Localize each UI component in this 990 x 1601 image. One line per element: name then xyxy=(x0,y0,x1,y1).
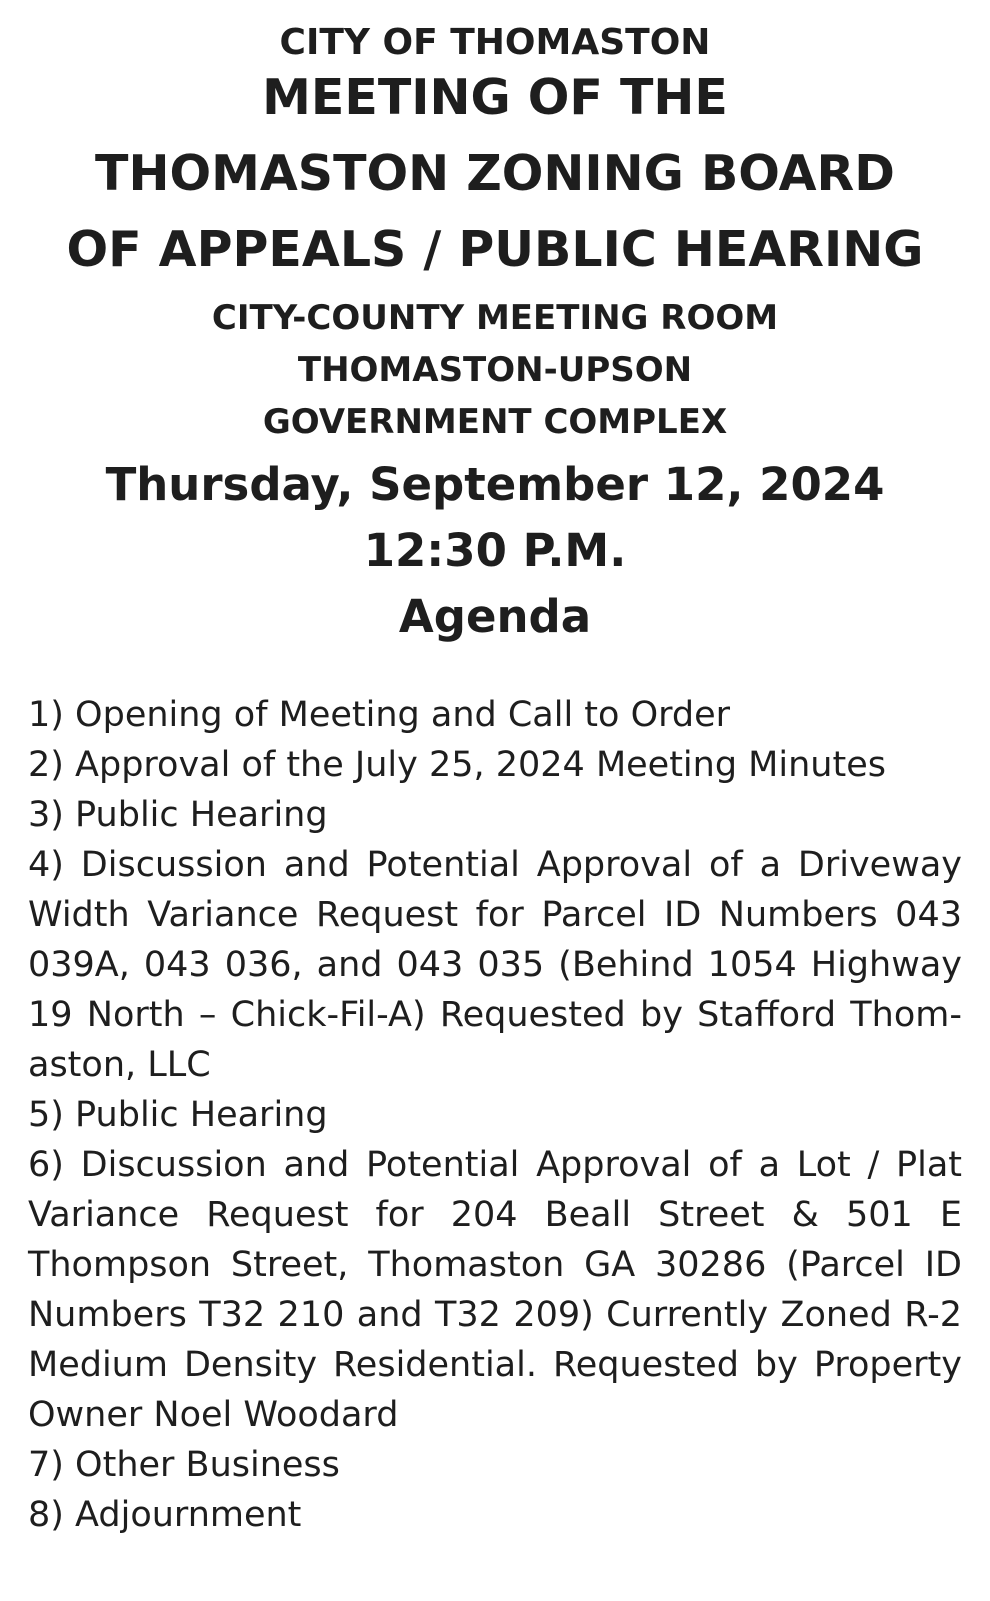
meeting-title-line-1: MEETING OF THE xyxy=(262,69,728,126)
agenda-heading: Agenda xyxy=(398,590,592,643)
meeting-title-line-3: OF APPEALS / PUBLIC HEARING xyxy=(66,221,924,278)
agenda-item: 1) Opening of Meeting and Call to Order xyxy=(28,695,731,735)
location-line-1: CITY-COUNTY MEETING ROOM xyxy=(211,298,779,338)
notice-header xyxy=(28,0,962,650)
agenda-item: 2) Approval of the July 25, 2024 Meeting Minutes xyxy=(28,745,886,785)
agenda-item: 7) Other Business xyxy=(28,1445,340,1485)
location-line-2: THOMASTON-UPSON xyxy=(297,350,693,390)
agenda-item: 8) Adjournment xyxy=(28,1495,302,1535)
agenda-item: 3) Public Hearing xyxy=(28,795,328,835)
agenda-list xyxy=(28,690,962,1540)
meeting-title-line-2: THOMASTON ZONING BOARD xyxy=(95,145,895,202)
agenda-item: 6) Discussion and Potential Approval of a Lot / Plat Variance Request for 204 Beall Street & 501 E Thompson Street, Thomaston GA 30286 (Parcel ID Numbers T32 210 and T32 209) Currently Zoned R-2 Medium Density Residential. Requested by Property Owner Noel Woodard xyxy=(28,1145,962,1435)
meeting-date: Thursday, September 12, 2024 xyxy=(105,458,885,511)
meeting-time: 12:30 P.M. xyxy=(363,524,627,577)
city-name: CITY OF THOMASTON xyxy=(279,22,711,63)
agenda-item: 4) Discussion and Potential Approval of a Driveway Width Variance Request for Parcel ID Numbers 043 039A, 043 036, and 043 035 (Behind 1054 Highway 19 North – Chick-Fil-A) Requested by Stafford Thomaston, LLC xyxy=(28,845,962,1085)
agenda-item: 5) Public Hearing xyxy=(28,1095,328,1135)
location-line-3: GOVERNMENT COMPLEX xyxy=(262,402,728,442)
